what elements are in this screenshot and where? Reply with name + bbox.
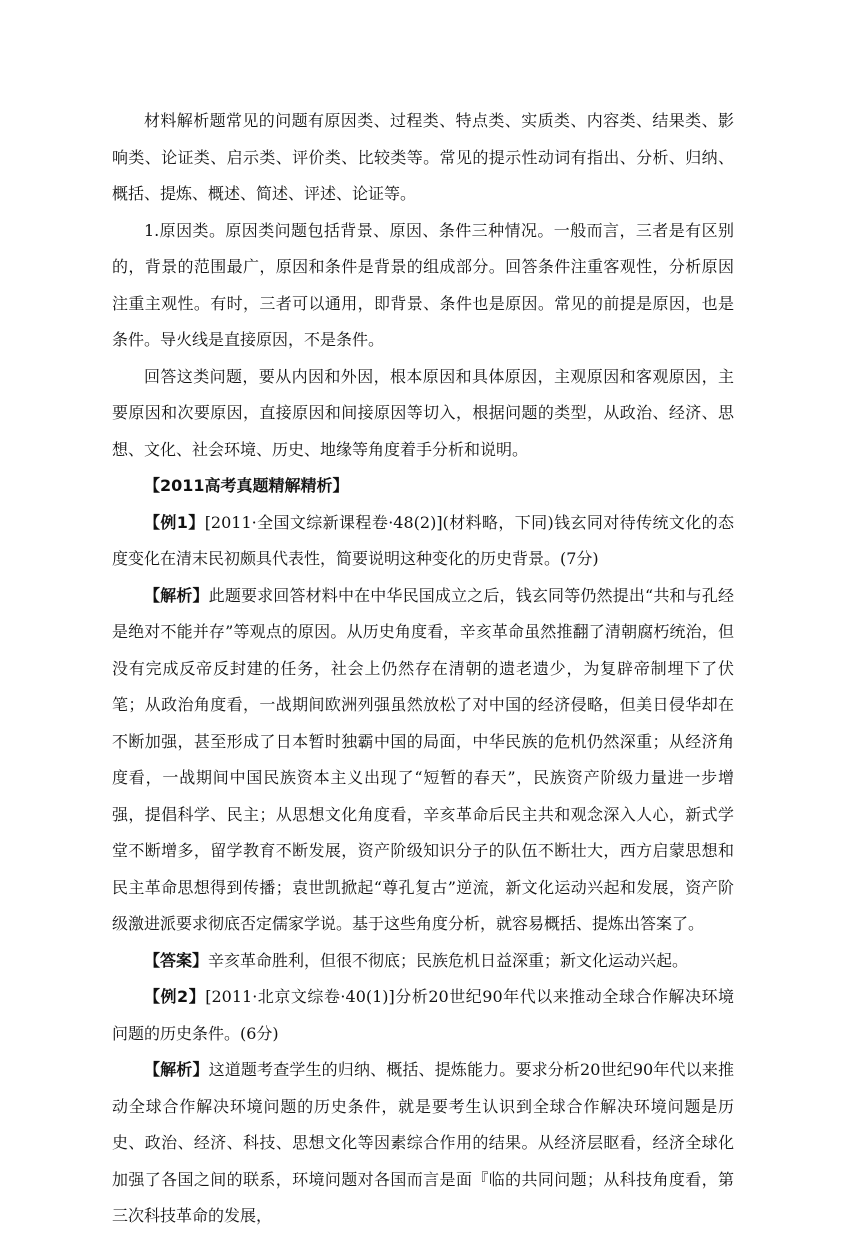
cause-type-paragraph: 1.原因类。原因类问题包括背景、原因、条件三种情况。一般而言，三者是有区别的，背景的范围最广，原因和条件是背景的组成部分。回答条件注重客观性，分析原因注重主观性。有时，三者可以通用，即背景、条件也是原因。常见的前提是原因，也是条件。导火线是直接原因，不是条件。 <box>112 220 734 349</box>
answer-1-text: 辛亥革命胜利，但很不彻底；民族危机日益深重；新文化运动兴起。 <box>208 950 689 970</box>
section-heading: 【2011高考真题精解精析】 <box>144 476 349 495</box>
example-2-tag: 【例2】 <box>144 987 206 1006</box>
analysis-1 <box>112 578 734 943</box>
example-1 <box>112 505 734 578</box>
answer-1-tag: 【答案】 <box>144 950 209 970</box>
example-2-text: [2011·北京文综卷·40(1)]分析20世纪90年代以来推动全球合作解决环境问题的历史条件。(6分) <box>112 987 734 1043</box>
answer-1 <box>112 943 734 980</box>
answer-method-paragraph: 回答这类问题，要从内因和外因，根本原因和具体原因，主观原因和客观原因，主要原因和次要原因，直接原因和间接原因等切入，根据问题的类型，从政治、经济、思想、文化、社会环境、历史、地缘等角度着手分析和说明。 <box>112 366 734 459</box>
example-1-text: [2011·全国文综新课程卷·48(2)](材料略，下同)钱玄同对待传统文化的态度变化在清末民初颇具代表性，简要说明这种变化的历史背景。(7分) <box>112 512 734 568</box>
analysis-1-tag: 【解析】 <box>144 585 209 605</box>
analysis-2-text: 这道题考查学生的归纳、概括、提炼能力。要求分析20世纪90年代以来推动全球合作解决环境问题的历史条件，就是要考生认识到全球合作解决环境问题是历史、政治、经济、科技、思想文化等因素综合作用的结果。从经济层眍看，经济全球化加强了各国之间的联系，环境问题对各国而言是面『临的共同问题；从科技角度看，第三次科技革命的发展， <box>112 1060 734 1225</box>
example-1-tag: 【例1】 <box>144 512 205 532</box>
analysis-1-text: 此题要求回答材料中在中华民国成立之后，钱玄同等仍然提出“共和与孔经是绝对不能并存”等观点的原因。从历史角度看，辛亥革命虽然推翻了清朝腐朽统治，但没有完成反帝反封建的任务，社会上仍然存在清朝的遗老遗少，为复辟帝制埋下了伏笔；从政治角度看，一战期间欧洲列强虽然放松了对中国的经济侵略，但美日侵华却在不断加强，甚至形成了日本暂时独霸中国的局面，中华民族的危机仍然深重；从经济角度看，一战期间中国民族资本主义出现了“短暂的春天”，民族资产阶级力量进一步增强，提倡科学、民主；从思想文化角度看，辛亥革命后民主共和观念深入人心，新式学堂不断增多，留学教育不断发展，资产阶级知识分子的队伍不断壮大，西方启蒙思想和民主革命思想得到传播；袁世凯掀起“尊孔复古”逆流，新文化运动兴起和发展，资产阶级激进派要求彻底否定儒家学说。基于这些角度分析，就容易概括、提炼出答案了。 <box>112 585 734 933</box>
document-body <box>112 103 734 1235</box>
example-2 <box>112 979 734 1052</box>
analysis-2 <box>112 1052 734 1235</box>
analysis-2-tag: 【解析】 <box>144 1060 209 1079</box>
intro-paragraph: 材料解析题常见的问题有原因类、过程类、特点类、实质类、内容类、结果类、影响类、论证类、启示类、评价类、比较类等。常见的提示性动词有指出、分析、归纳、概括、提炼、概述、简述、评述、论证等。 <box>112 111 734 203</box>
